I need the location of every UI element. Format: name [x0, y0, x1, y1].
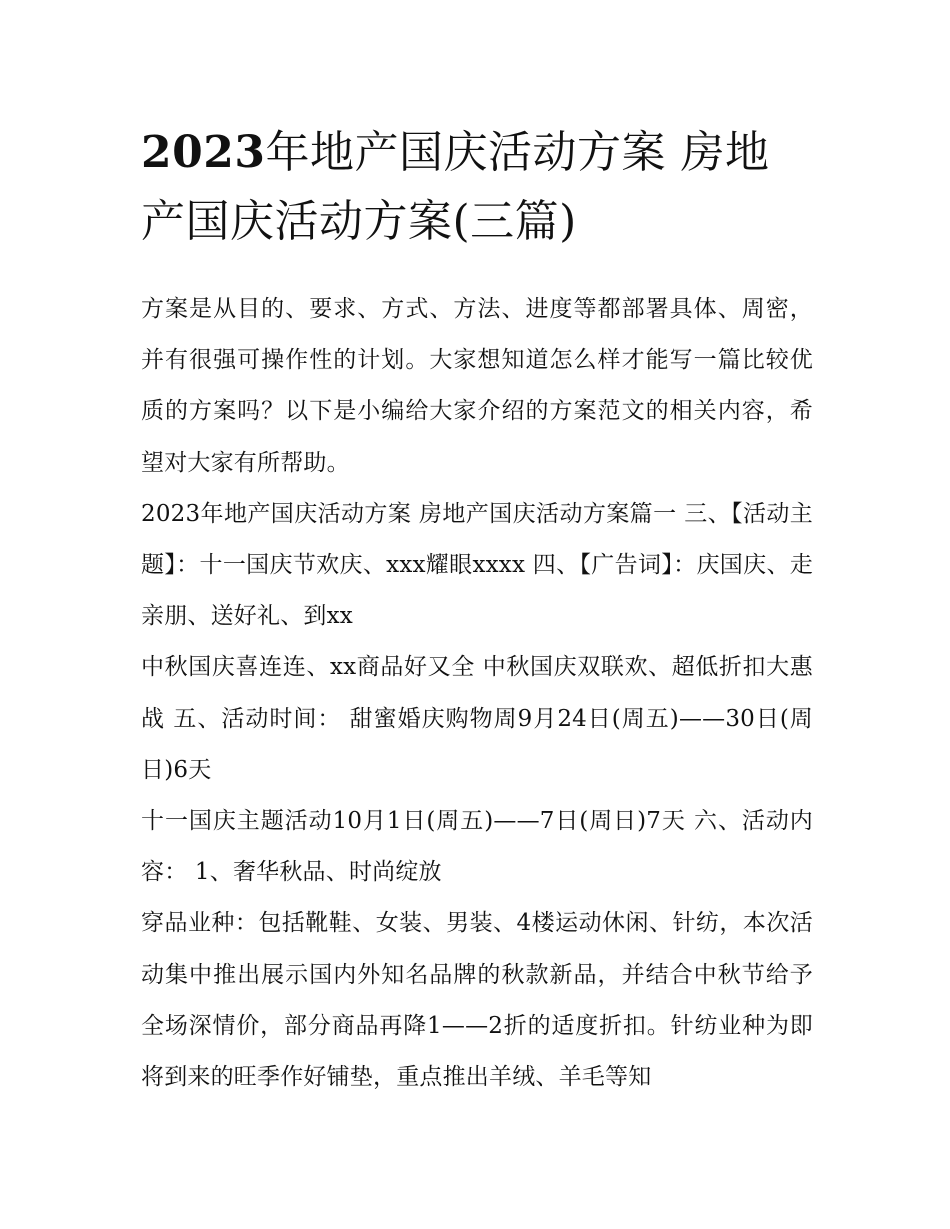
document-body	[141, 284, 813, 1103]
document-title	[141, 118, 813, 256]
title-year: 2023	[141, 127, 266, 178]
slogan-and-time-paragraph: 中秋国庆喜连连、xx商品好又全 中秋国庆双联欢、超低折扣大惠战 五、活动时间： 甜蜜婚庆购物周9月24日(周五)——30日(周日)6天	[141, 654, 813, 783]
title-text: 年地产国庆活动方案 房地产国庆活动方案(三篇)	[141, 127, 770, 247]
activity-content-paragraph: 穿品业种：包括靴鞋、女装、男装、4楼运动休闲、针纺，本次活动集中推出展示国内外知名品牌的秋款新品，并结合中秋节给予全场深情价，部分商品再降1——2折的适度折扣。针纺业种为即将到来的旺季作好铺垫，重点推出羊绒、羊毛等知	[141, 910, 813, 1091]
intro-paragraph: 方案是从目的、要求、方式、方法、进度等都部署具体、周密，并有很强可操作性的计划。大家想知道怎么样才能写一篇比较优质的方案吗？以下是小编给大家介绍的方案范文的相关内容，希望对大家有所帮助。	[141, 296, 813, 476]
plan-one-paragraph: 2023年地产国庆活动方案 房地产国庆活动方案篇一 三、【活动主题】：十一国庆节欢庆、xxx耀眼xxxx 四、【广告词】：庆国庆、走亲朋、送好礼、到xx	[141, 500, 813, 630]
national-day-activity-paragraph: 十一国庆主题活动10月1日(周五)——7日(周日)7天 六、活动内容： 1、奢华秋品、时尚绽放	[141, 808, 813, 886]
document-page	[141, 118, 813, 1103]
